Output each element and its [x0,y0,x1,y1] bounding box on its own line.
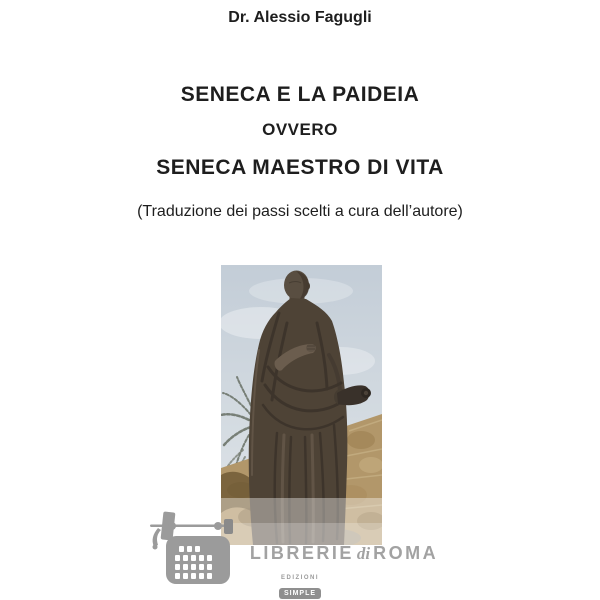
statue-photo [221,265,382,545]
bookstore-name-roma: ROMA [373,543,439,563]
typewriter-icon [148,506,236,590]
subtitle-text: (Traduzione dei passi scelti a cura dell’autore) [137,203,463,220]
publisher-simple-badge: SIMPLE [279,588,321,599]
title-line-2: SENECA MAESTRO DI VITA [156,156,444,179]
bookstore-name-librerie: LIBRERIE [249,543,354,563]
seneca-statue-illustration [221,265,382,545]
title-line-ovvero: OVVERO [262,120,338,139]
bookstore-name-di: di [356,544,371,563]
author-text: Dr. Alessio Fagugli [228,9,372,26]
bookstore-watermark [234,543,454,564]
title-line-1: SENECA E LA PAIDEIA [180,83,420,106]
publisher-edizioni-label: EDIZIONI [280,575,319,581]
publisher-logo [258,575,342,600]
